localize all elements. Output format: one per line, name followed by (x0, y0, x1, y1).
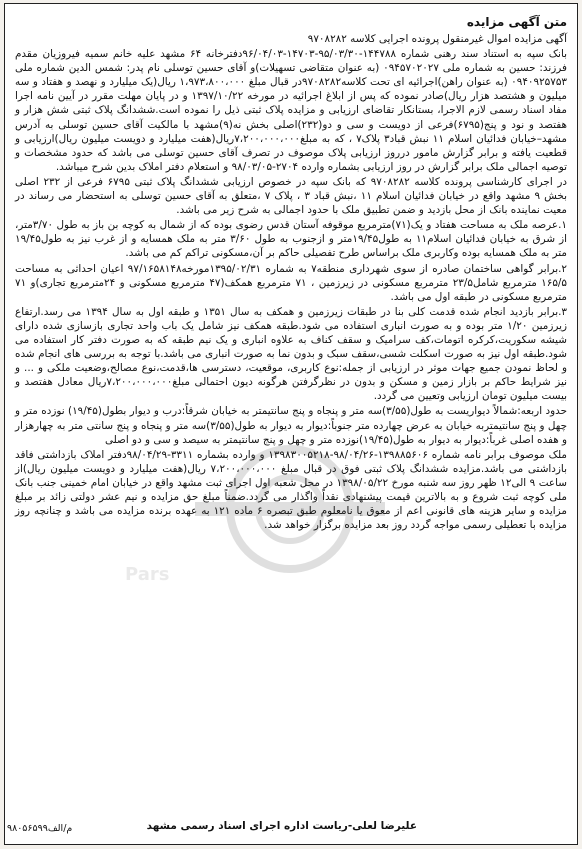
paragraph-expert: در اجرای کارشناسی پرونده کلاسه ۹۷۰۸۲۸۲ که بانک سپه در خصوص ارزیابی ششدانگ پلاک ثبتی ۶۷۹۵ فرعی از ۲۳۲ اصلی بخش ۹ مشهد واقع در خیابان فدائیان اسلام ۱۱ ،نبش قباد ۳ ، پلاک ۷ ،متعلق به آقای حسین توسلی به استحضار می رساند در معیت نماینده بانک از محل بازدید و ضمن تطبیق ملک با حدود اجمالی به شرح زیر می باشد. (15, 175, 568, 217)
paragraph-land: ۱.عرصه ملک به مساحت هفتاد و یک(۷۱)مترمربع موقوفه آستان قدس رضوی بوده که از شمال به کوچه بن باز به طول ۳/۷۰متر، از شرق به خیابان فدائیان اسلام۱۱ به طول۱۹/۴۵متر و ازجنوب به طول ۳/۶۰ متر به ملک همسایه و از غرب نیز به طول۱۹/۴۵ متر به ملک همسایه بوده وکاربری ملک براساس طرح تفصیلی حاکم بر آن،مسکونی تراکم کم می باشد. (15, 219, 567, 260)
watermark-text: Pars (125, 564, 170, 585)
reference-code: م/الف۹۸۰۵۶۵۹۹ (7, 823, 73, 834)
notice-paper (4, 3, 578, 845)
paragraph-inspection: ۳.برابر بازدید انجام شده قدمت کلی بنا در طبقات زیرزمین و همکف به سال ۱۳۵۱ و طبقه اول به سال ۱۳۹۴ می رسد.ارتفاع زیرزمین ۱/۲۰ متر بوده و به صورت انباری استفاده می شود.طبقه همکف نیز شامل یک باب واحد تجاری بازسازی شده دارای شیشه سکوریت،کرکره اتومات،کف سرامیک و سقف کناف به علاوه انباری و یک نیم طبقه که به صورت دفتر کار استفاده می شود.طبقه اول نیز به صورت اسکلت شسی،سقف سبک و بدون نما به صورت انباری می باشد.با توجه به بررسی های انجام شده و لحاظ نمودن جمیع جهات موثر در ارزیابی از جمله:نوع کاربری، موقعیت، دسترسی ها،قدمت،نوع مصالح،وضعیت ملکی و ... و نیز شرایط حاکم بر بازار زمین و مسکن و بدون در نظرگرفتن هرگونه دیون احتمالی مبلغ۷،۲۰۰،۰۰۰،۰۰۰ریال معادل هفتصد و بیست میلیون تومان ارزیابی وتعیین می گردد. (15, 305, 568, 403)
notice-heading: آگهی مزایده اموال غیرمنقول پرونده اجرایی کلاسه ۹۷۰۸۲۸۲ (307, 33, 567, 45)
paragraph-boundaries: حدود اربعه:شمالاً دیواریست به طول(۳/۵۵)سه متر و پنجاه و پنج سانتیمتر به خیابان شرقاً:درب و دیوار بطول(۱۹/۴۵) نوزده متر و چهل و پنج سانتیمتربه خیابان به عرض چهارده متر جنوباً:دیوار به دیوار به طول(۳/۵۵)سه متر و پنجاه و پنج سانتی متر به چهارهزار و هفده اصلی غرباً:دیوار به دیوار به طول(۱۹/۴۵)نوزده متر و چهل و پنج سانتیمتر به سیصد و سی و دو اصلی (15, 405, 568, 446)
paragraph-execution: بانک سپه به استناد سند رهنی شماره ۱۴۴۷۸۸-۹۵/۰۳/۳۰-۱۴۷۰۳-۹۶/۰۴/۰۳دفترخانه ۶۴ مشهد علیه خانم سمیه فیروزیان مقدم فرزند: حسین به شماره ملی ۰۹۴۵۷۰۲۰۲۷ (به عنوان متقاضی تسهیلات)و آقای حسین توسلی نام پدر: شمس الدین شماره ملی ۰۹۴۰۹۲۵۷۵۳ (به عنوان راهن)اجرائیه ای تحت کلاسه۹۷۰۸۲۸۲در قبال مبلغ ۱،۹۷۳،۸۰۰،۰۰۰ ریال(یک میلیارد و نهصد و هفتاد و سه میلیون و هشتصد هزار ریال)صادر نموده که پس از ابلاغ اجرائیه در مورخه ۱۳۹۷/۱۰/۲۲ و در پایان مهلت مقرر در آیین نامه اجرا مفاد اسناد رسمی لازم الاجرا، بستانکار تقاضای ارزیابی و مزایده پلاک ثبتی ذیل را نموده است.ششدانگ پلاک ثبتی شش هزار و هفتصد و نود و پنج(۶۷۹۵)فرعی از دویست و سی و دو(۲۳۲)اصلی بخش نه(۹)مشهد با مالکیت آقای حسین توسلی به آدرس مشهد–خیابان فدائیان اسلام ۱۱ نبش قباد۳ پلاک۷ ، که به مبلغ۷،۲۰۰،۰۰۰،۰۰۰ریال(هفت میلیارد و دویست میلیون ریال)ارزیابی و قطعیت یافته و برابر گزارش مامور درروز ارزیابی پلاک موصوف در تصرف آقای حسین توسلی می باشد که حدود مشخصات و توصیه اجمالی ملک برابر گزارش در روز ارزیابی بشماره وارده ۲۷۰۴-۹۸/۰۳/۰۵ و استعلام دفتر املاک بدین شرح میباشد. (15, 48, 567, 173)
notice-title: متن آگهی مزایده (466, 15, 567, 29)
paragraph-auction-terms: ملک موصوف برابر نامه شماره ۱۳۹۸۸۵۶۰۶-۹۸/۰۴/۲۶-۱۳۹۸۳۰۰۵۲۱۸ و وارده بشماره ۳۳۱۱-۹۸/۰۴/۲۹دفتر املاک بازداشتی فاقد بازداشتی می باشد.مزایده ششدانگ پلاک ثبتی فوق در قبال مبلغ ۷،۲۰۰،۰۰۰،۰۰۰ ریال(هفت میلیارد و دویست میلیون ریال)از ساعت ۹ الی۱۲ ظهر روز سه شنبه مورخ ۱۳۹۸/۰۵/۲۲ در محل شعبه اول اجرای ثبت مشهد واقع در خیابان امام خمینی جنب بانک ملی کوچه ثبت شروع و به بالاترین قیمت پیشنهادی نقداً واگذار می گردد.ضمناً مبلغ حق مزایده و نیم عشر دولتی زائد بر مبلغ مزایده و سایر هزینه های قانونی اعم از معوق یا نامعلوم طبق تبصره ۶ ماده ۱۲۱ به عهده برنده مزایده می باشد و چنانچه روز مزایده با تعطیلی رسمی مواجه گردد روز بعد مزایده برگزار خواهد شد. (15, 448, 567, 532)
paragraph-building-certificate: ۲.برابر گواهی ساختمان صادره از سوی شهرداری منطقه۷ به شماره ۱۳۹۵/۰۲/۳۱مورخه۹۷/۱۶۵۸۱۴۸ اعیان احداثی به مساحت ۱۶۵/۵ مترمربع شامل۲۳/۵ مترمربع مسکونی در زیرزمین ، ۷۱ مترمربع همکف(۴۷ مترمربع مسکونی و ۲۴مترمربع تجاری)و ۷۱ مترمربع مسکونی در طبقه اول می باشد. (15, 262, 567, 303)
notice-body (15, 14, 567, 834)
signature: علیرضا لعلی-ریاست اداره اجرای اسناد رسمی مشهد (146, 820, 417, 832)
notice-footer (15, 818, 567, 834)
